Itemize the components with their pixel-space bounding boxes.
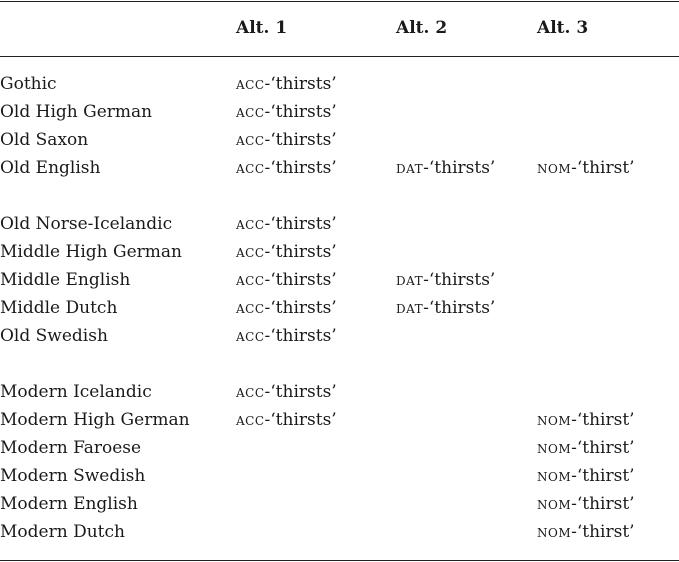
alt-1-cell <box>236 294 396 322</box>
case-label: acc <box>236 102 265 122</box>
case-label: nom <box>537 522 572 542</box>
verb-gloss: -‘thirsts’ <box>264 242 337 262</box>
case-label: acc <box>236 270 265 290</box>
verb-gloss: -‘thirsts’ <box>264 102 337 122</box>
case-label: dat <box>396 158 424 178</box>
table-row <box>0 126 679 154</box>
alt-3-cell <box>537 154 679 182</box>
case-label: acc <box>236 214 265 234</box>
verb-gloss: -‘thirsts’ <box>264 74 337 94</box>
verb-gloss: -‘thirsts’ <box>264 214 337 234</box>
case-label: acc <box>236 242 265 262</box>
language-cell: Old Norse-Icelandic <box>0 214 173 234</box>
language-cell: Middle Dutch <box>0 298 118 318</box>
language-cell: Modern Faroese <box>0 438 142 458</box>
alt-1-cell <box>236 378 396 406</box>
alt-2-cell <box>396 266 537 294</box>
language-cell: Gothic <box>0 74 57 94</box>
gap-cell <box>537 350 679 378</box>
verb-gloss: -‘thirsts’ <box>264 382 337 402</box>
verb-gloss: -‘thirsts’ <box>264 298 337 318</box>
spacer-row <box>0 56 679 70</box>
verb-gloss: -‘thirst’ <box>571 522 635 542</box>
alt-1-cell <box>236 154 396 182</box>
gap-cell <box>236 182 396 210</box>
alt-3-cell <box>537 518 679 546</box>
verb-gloss: -‘thirst’ <box>571 410 635 430</box>
language-cell: Old English <box>0 158 101 178</box>
case-label: nom <box>537 466 572 486</box>
case-label: acc <box>236 326 265 346</box>
table-row <box>0 462 679 490</box>
table-row <box>0 266 679 294</box>
gap-cell <box>0 350 236 378</box>
alt-2-cell <box>396 518 537 546</box>
language-cell: Modern English <box>0 494 138 514</box>
verb-gloss: -‘thirsts’ <box>264 158 337 178</box>
header-alt-3: Alt. 3 <box>537 18 589 38</box>
alt-2-cell <box>396 378 537 406</box>
gap-cell <box>396 182 537 210</box>
bottom-rule <box>0 560 679 561</box>
alt-2-cell <box>396 210 537 238</box>
alt-3-cell <box>537 70 679 98</box>
alt-1-cell <box>236 210 396 238</box>
alt-3-cell <box>537 294 679 322</box>
header-language <box>0 0 236 56</box>
alt-3-cell <box>537 406 679 434</box>
case-label: acc <box>236 298 265 318</box>
verb-gloss: -‘thirsts’ <box>423 158 496 178</box>
verb-gloss: -‘thirsts’ <box>264 130 337 150</box>
alt-1-cell <box>236 126 396 154</box>
alt-3-cell <box>537 322 679 350</box>
alt-1-cell <box>236 406 396 434</box>
table-row <box>0 378 679 406</box>
language-cell: Middle High German <box>0 242 182 262</box>
spacer-cell <box>236 56 396 70</box>
alt-2-cell <box>396 294 537 322</box>
language-cell: Middle English <box>0 270 131 290</box>
alt-1-cell <box>236 434 396 462</box>
table-row <box>0 154 679 182</box>
table-row <box>0 322 679 350</box>
header-alt-1: Alt. 1 <box>236 18 288 38</box>
alt-3-cell <box>537 462 679 490</box>
table-row <box>0 238 679 266</box>
language-cell: Modern Dutch <box>0 522 125 542</box>
gap-cell <box>537 182 679 210</box>
verb-gloss: -‘thirsts’ <box>264 326 337 346</box>
group-gap-row <box>0 350 679 378</box>
table-row <box>0 210 679 238</box>
alt-3-cell <box>537 490 679 518</box>
language-cell: Old Swedish <box>0 326 108 346</box>
verb-gloss: -‘thirst’ <box>571 438 635 458</box>
table-row <box>0 294 679 322</box>
alt-1-cell <box>236 70 396 98</box>
language-cell: Modern Swedish <box>0 466 146 486</box>
alt-1-cell <box>236 238 396 266</box>
alt-3-cell <box>537 266 679 294</box>
spacer-cell <box>396 56 537 70</box>
group-gap-row <box>0 182 679 210</box>
table-row <box>0 518 679 546</box>
alt-3-cell <box>537 378 679 406</box>
table-row <box>0 70 679 98</box>
header-row <box>0 0 679 56</box>
alt-3-cell <box>537 98 679 126</box>
language-cell: Old High German <box>0 102 153 122</box>
table-row <box>0 490 679 518</box>
verb-gloss: -‘thirsts’ <box>264 410 337 430</box>
alt-2-cell <box>396 126 537 154</box>
case-label: acc <box>236 382 265 402</box>
table-row <box>0 98 679 126</box>
case-label: dat <box>396 270 424 290</box>
alt-2-cell <box>396 322 537 350</box>
gap-cell <box>396 350 537 378</box>
verb-gloss: -‘thirst’ <box>571 494 635 514</box>
alt-2-cell <box>396 98 537 126</box>
spacer-cell <box>537 56 679 70</box>
language-cell: Modern Icelandic <box>0 382 152 402</box>
case-label: acc <box>236 74 265 94</box>
alt-2-cell <box>396 490 537 518</box>
alt-1-cell <box>236 490 396 518</box>
case-label: acc <box>236 410 265 430</box>
alt-3-cell <box>537 210 679 238</box>
table-row <box>0 406 679 434</box>
alt-2-cell <box>396 462 537 490</box>
alt-1-cell <box>236 98 396 126</box>
case-label: nom <box>537 410 572 430</box>
gap-cell <box>0 182 236 210</box>
verb-gloss: -‘thirsts’ <box>423 270 496 290</box>
header-alt-2: Alt. 2 <box>396 18 448 38</box>
alt-2-cell <box>396 238 537 266</box>
alt-1-cell <box>236 266 396 294</box>
gap-cell <box>236 350 396 378</box>
case-label: nom <box>537 158 572 178</box>
alt-3-cell <box>537 238 679 266</box>
case-label: nom <box>537 494 572 514</box>
alt-1-cell <box>236 462 396 490</box>
verb-gloss: -‘thirst’ <box>571 466 635 486</box>
alt-3-cell <box>537 126 679 154</box>
case-label: acc <box>236 158 265 178</box>
verb-gloss: -‘thirsts’ <box>264 270 337 290</box>
alt-2-cell <box>396 70 537 98</box>
case-label: acc <box>236 130 265 150</box>
table-body <box>0 56 679 546</box>
case-label: dat <box>396 298 424 318</box>
verb-gloss: -‘thirsts’ <box>423 298 496 318</box>
alt-1-cell <box>236 322 396 350</box>
language-cell: Old Saxon <box>0 130 89 150</box>
language-cell: Modern High German <box>0 410 190 430</box>
spacer-cell <box>0 56 236 70</box>
alt-2-cell <box>396 434 537 462</box>
alt-3-cell <box>537 434 679 462</box>
table-row <box>0 434 679 462</box>
alt-2-cell <box>396 406 537 434</box>
alt-1-cell <box>236 518 396 546</box>
alt-2-cell <box>396 154 537 182</box>
case-label: nom <box>537 438 572 458</box>
verb-gloss: -‘thirst’ <box>571 158 635 178</box>
